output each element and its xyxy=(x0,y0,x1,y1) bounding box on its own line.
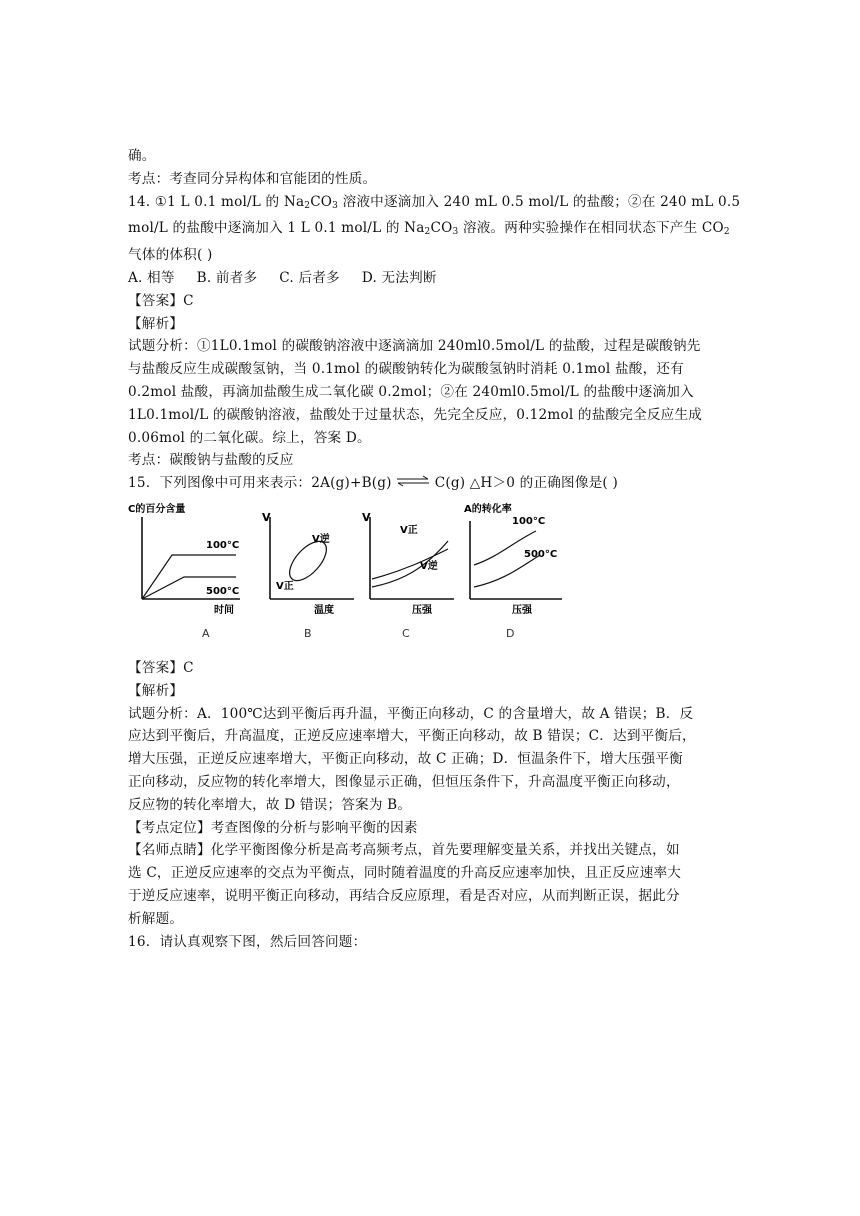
graph-d-caption: D xyxy=(506,626,515,640)
q15-analysis-line: 正向移动，反应物的转化率增大，图像显示正确，但恒压条件下，升高温度平衡正向移动， xyxy=(128,773,680,790)
graph-c-xlabel: 压强 xyxy=(412,604,432,616)
q15-mingshi-line: 于逆反应速率，说明平衡正向移动，再结合反应原理，看是否对应，从而判断正误，据此分 xyxy=(128,887,680,904)
q15-figure xyxy=(128,499,738,649)
graph-a xyxy=(128,499,248,647)
q14-stem-line3: 气体的体积( ) xyxy=(128,247,213,264)
graph-b-ylabel: V xyxy=(262,510,271,524)
graph-a-label-100: 100°C xyxy=(206,539,240,551)
graph-c-caption: C xyxy=(402,626,410,640)
q15-mingshi-line: 【名师点睛】化学平衡图像分析是高考高频考点，首先要理解变量关系，并找出关键点，如 xyxy=(128,842,680,859)
graph-d-ylabel: A的转化率 xyxy=(464,503,512,515)
q14-analysis-line: 试题分析：①1L0.1mol 的碳酸钠溶液中逐滴滴加 240ml0.5mol/L 的盐酸，过程是碳酸钠先 xyxy=(128,338,701,355)
q14-analysis-line: 0.06mol 的二氧化碳。综上，答案 D。 xyxy=(128,429,371,446)
graph-d-xlabel: 压强 xyxy=(512,604,532,616)
q15-analysis-line: 反应物的转化率增大，故 D 错误；答案为 B。 xyxy=(128,796,412,813)
q15-stem: 15．下列图像中可用来表示：2A(g)+B(g) C(g) △H＞0 的正确图像是( ) xyxy=(128,472,738,495)
graph-c-ylabel: V xyxy=(362,510,371,524)
q14-option-b: B. 前者多 xyxy=(196,269,258,286)
q15-mingshi-line: 析解题。 xyxy=(128,910,184,927)
q15-jiexi-heading: 【解析】 xyxy=(128,682,184,699)
q15-analysis-line: 应达到平衡后，升高温度，正逆反应速率增大，平衡正向移动，故 B 错误；C．达到平衡后， xyxy=(128,728,696,745)
q15-kaodian: 【考点定位】考查图像的分析与影响平衡的因素 xyxy=(128,819,418,836)
q16-stem: 16．请认真观察下图，然后回答问题： xyxy=(128,933,367,950)
q14-options xyxy=(128,267,738,290)
q14-stem-line2: mol/L 的盐酸中逐滴加入 1 L 0.1 mol/L 的 $Na_2CO_3$ 溶液。两种实验操作在相同状态下产生 $CO_2$ xyxy=(128,220,730,238)
graph-c-label-vzheng: V正 xyxy=(400,524,418,536)
q14-option-a: A. 相等 xyxy=(128,269,175,286)
graph-c xyxy=(362,499,462,647)
q14-jiexi-heading: 【解析】 xyxy=(128,315,184,332)
q14-analysis-line: 与盐酸反应生成碳酸氢钠，当 0.1mol 的碳酸钠转化为碳酸氢钠时消耗 0.1mol 盐酸，还有 xyxy=(128,361,684,378)
graph-a-label-500: 500°C xyxy=(206,585,240,597)
graph-a-ylabel: C的百分含量 xyxy=(128,503,186,515)
document-page xyxy=(128,145,741,953)
graph-b-caption: B xyxy=(304,626,312,640)
graph-b-xlabel: 温度 xyxy=(314,604,334,616)
q14-kaodian: 考点：碳酸钠与盐酸的反应 xyxy=(128,452,294,469)
q14-option-d: D. 无法判断 xyxy=(361,269,437,286)
q14-option-c: C. 后者多 xyxy=(279,269,340,286)
q15-analysis-line: 试题分析：A．100℃达到平衡后再升温，平衡正向移动，C 的含量增大，故 A 错误；B．反 xyxy=(128,705,694,722)
q14-analysis-line: 0.2mol 盐酸，再滴加盐酸生成二氧化碳 0.2mol；②在 240ml0.5mol/L 的盐酸中逐滴加入 xyxy=(128,383,694,400)
q14-answer: 【答案】C xyxy=(128,292,194,309)
graph-b-label-vni: V逆 xyxy=(312,533,330,545)
graph-d-label-100: 100°C xyxy=(512,515,546,527)
graph-b-label-vzheng: V正 xyxy=(276,580,294,592)
q13-kaodian: 考点：考查同分异构体和官能团的性质。 xyxy=(128,170,377,187)
graph-d xyxy=(462,499,572,647)
graph-a-caption: A xyxy=(202,626,210,640)
graph-c-label-vni: V逆 xyxy=(420,560,438,572)
q15-answer: 【答案】C xyxy=(128,659,194,676)
q14-analysis-line: 1L0.1mol/L 的碳酸钠溶液，盐酸处于过量状态，先完全反应，0.12mol 的盐酸完全反应生成 xyxy=(128,406,703,423)
q13-tail-line: 确。 xyxy=(128,148,156,164)
equilibrium-arrow-icon xyxy=(396,472,430,495)
q14-stem-line1: 14. ①1 L 0.1 mol/L 的 $Na_2CO_3$ 溶液中逐滴加入 240 mL 0.5 mol/L 的盐酸；②在 240 mL 0.5 xyxy=(128,193,741,211)
graph-b xyxy=(262,499,362,647)
q15-analysis-line: 增大压强，正逆反应速率增大，平衡正向移动，故 C 正确；D．恒温条件下，增大压强平衡 xyxy=(128,751,683,768)
q15-mingshi-line: 选 C，正逆反应速率的交点为平衡点，同时随着温度的升高反应速率加快，且正反应速率大 xyxy=(128,865,682,882)
graph-d-label-500: 500°C xyxy=(524,548,558,560)
graph-a-xlabel: 时间 xyxy=(214,604,234,616)
